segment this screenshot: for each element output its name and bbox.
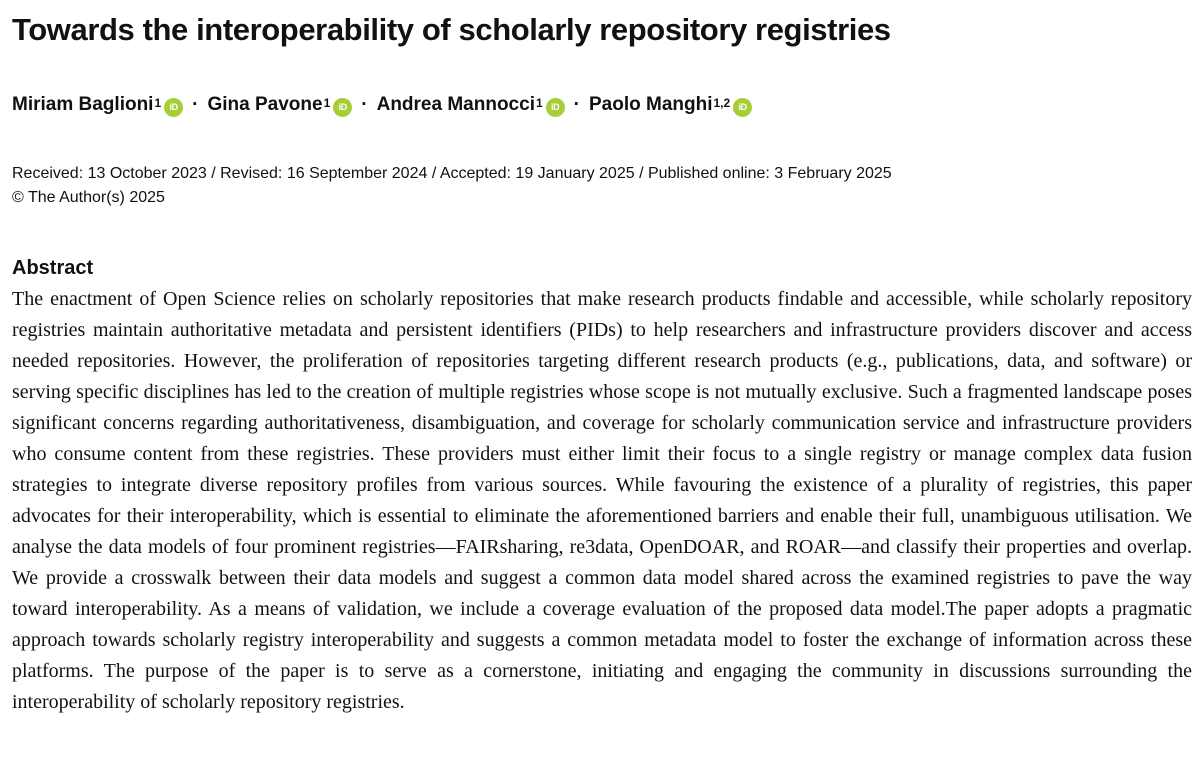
author-separator: · [573,94,580,115]
author-name[interactable]: Paolo Manghi [589,94,713,115]
author-list [12,92,752,118]
author-miriam-baglioni[interactable]: Miriam Baglioni $^1$ iD [12,92,183,118]
author-andrea-mannocci[interactable]: Andrea Mannocci $^1$ iD [377,92,565,118]
abstract-text: The enactment of Open Science relies on scholarly repositories that make research products findable and accessible, while scholarly repository registries maintain authoritative metadata and persistent identifiers (PIDs) to help researchers and infrastructure providers discover and access needed repositories. However, the proliferation of repositories targeting different research products (e.g., publications, data, and software) or serving specific disciplines has led to the creation of multiple registries whose scope is not mutually exclusive. Such a fragmented landscape poses significant concerns regarding authoritativeness, disambiguation, and coverage for scholarly communication service and infrastructure providers who consume content from these registries. These providers must either limit their focus to a single registry or manage complex data fusion strategies to integrate diverse repository profiles from various sources. While favouring the existence of a plurality of registries, this paper advocates for their interoperability, which is essential to eliminate the aforementioned barriers and enable their full, unambiguous utilisation. We analyse the data models of four prominent registries—FAIRsharing, re3data, OpenDOAR, and ROAR—and classify their properties and overlap. We provide a crosswalk between their data models and suggest a common data model shared across the examined registries to pave the way toward interoperability. As a means of validation, we include a coverage evaluation of the proposed data model.The paper adopts a pragmatic approach towards scholarly registry interoperability and suggests a common metadata model to foster the exchange of information across these platforms. The purpose of the paper is to serve as a cornerstone, initiating and engaging the community in discussions surrounding the interoperability of scholarly repository registries. [12,288,1192,713]
orcid-icon[interactable]: iD [333,98,352,117]
orcid-icon[interactable]: iD [546,98,565,117]
author-paolo-manghi[interactable]: Paolo Manghi $^{1,2}$ iD [589,92,752,118]
author-separator: · [361,94,368,115]
orcid-icon[interactable]: iD [164,98,183,117]
author-name[interactable]: Miriam Baglioni [12,94,154,115]
author-gina-pavone[interactable]: Gina Pavone $^1$ iD [207,92,352,118]
author-name[interactable]: Gina Pavone [207,94,323,115]
orcid-icon[interactable]: iD [733,98,752,117]
publication-dates: Received: 13 October 2023 / Revised: 16 September 2024 / Accepted: 19 January 2025 / Published online: 3 February 2025 [12,165,892,182]
paper-title: Towards the interoperability of scholarly repository registries [12,12,891,47]
abstract-heading: Abstract [12,257,94,279]
copyright-notice: © The Author(s) 2025 [12,189,165,206]
author-name[interactable]: Andrea Mannocci [376,94,535,115]
author-separator: · [192,94,199,115]
